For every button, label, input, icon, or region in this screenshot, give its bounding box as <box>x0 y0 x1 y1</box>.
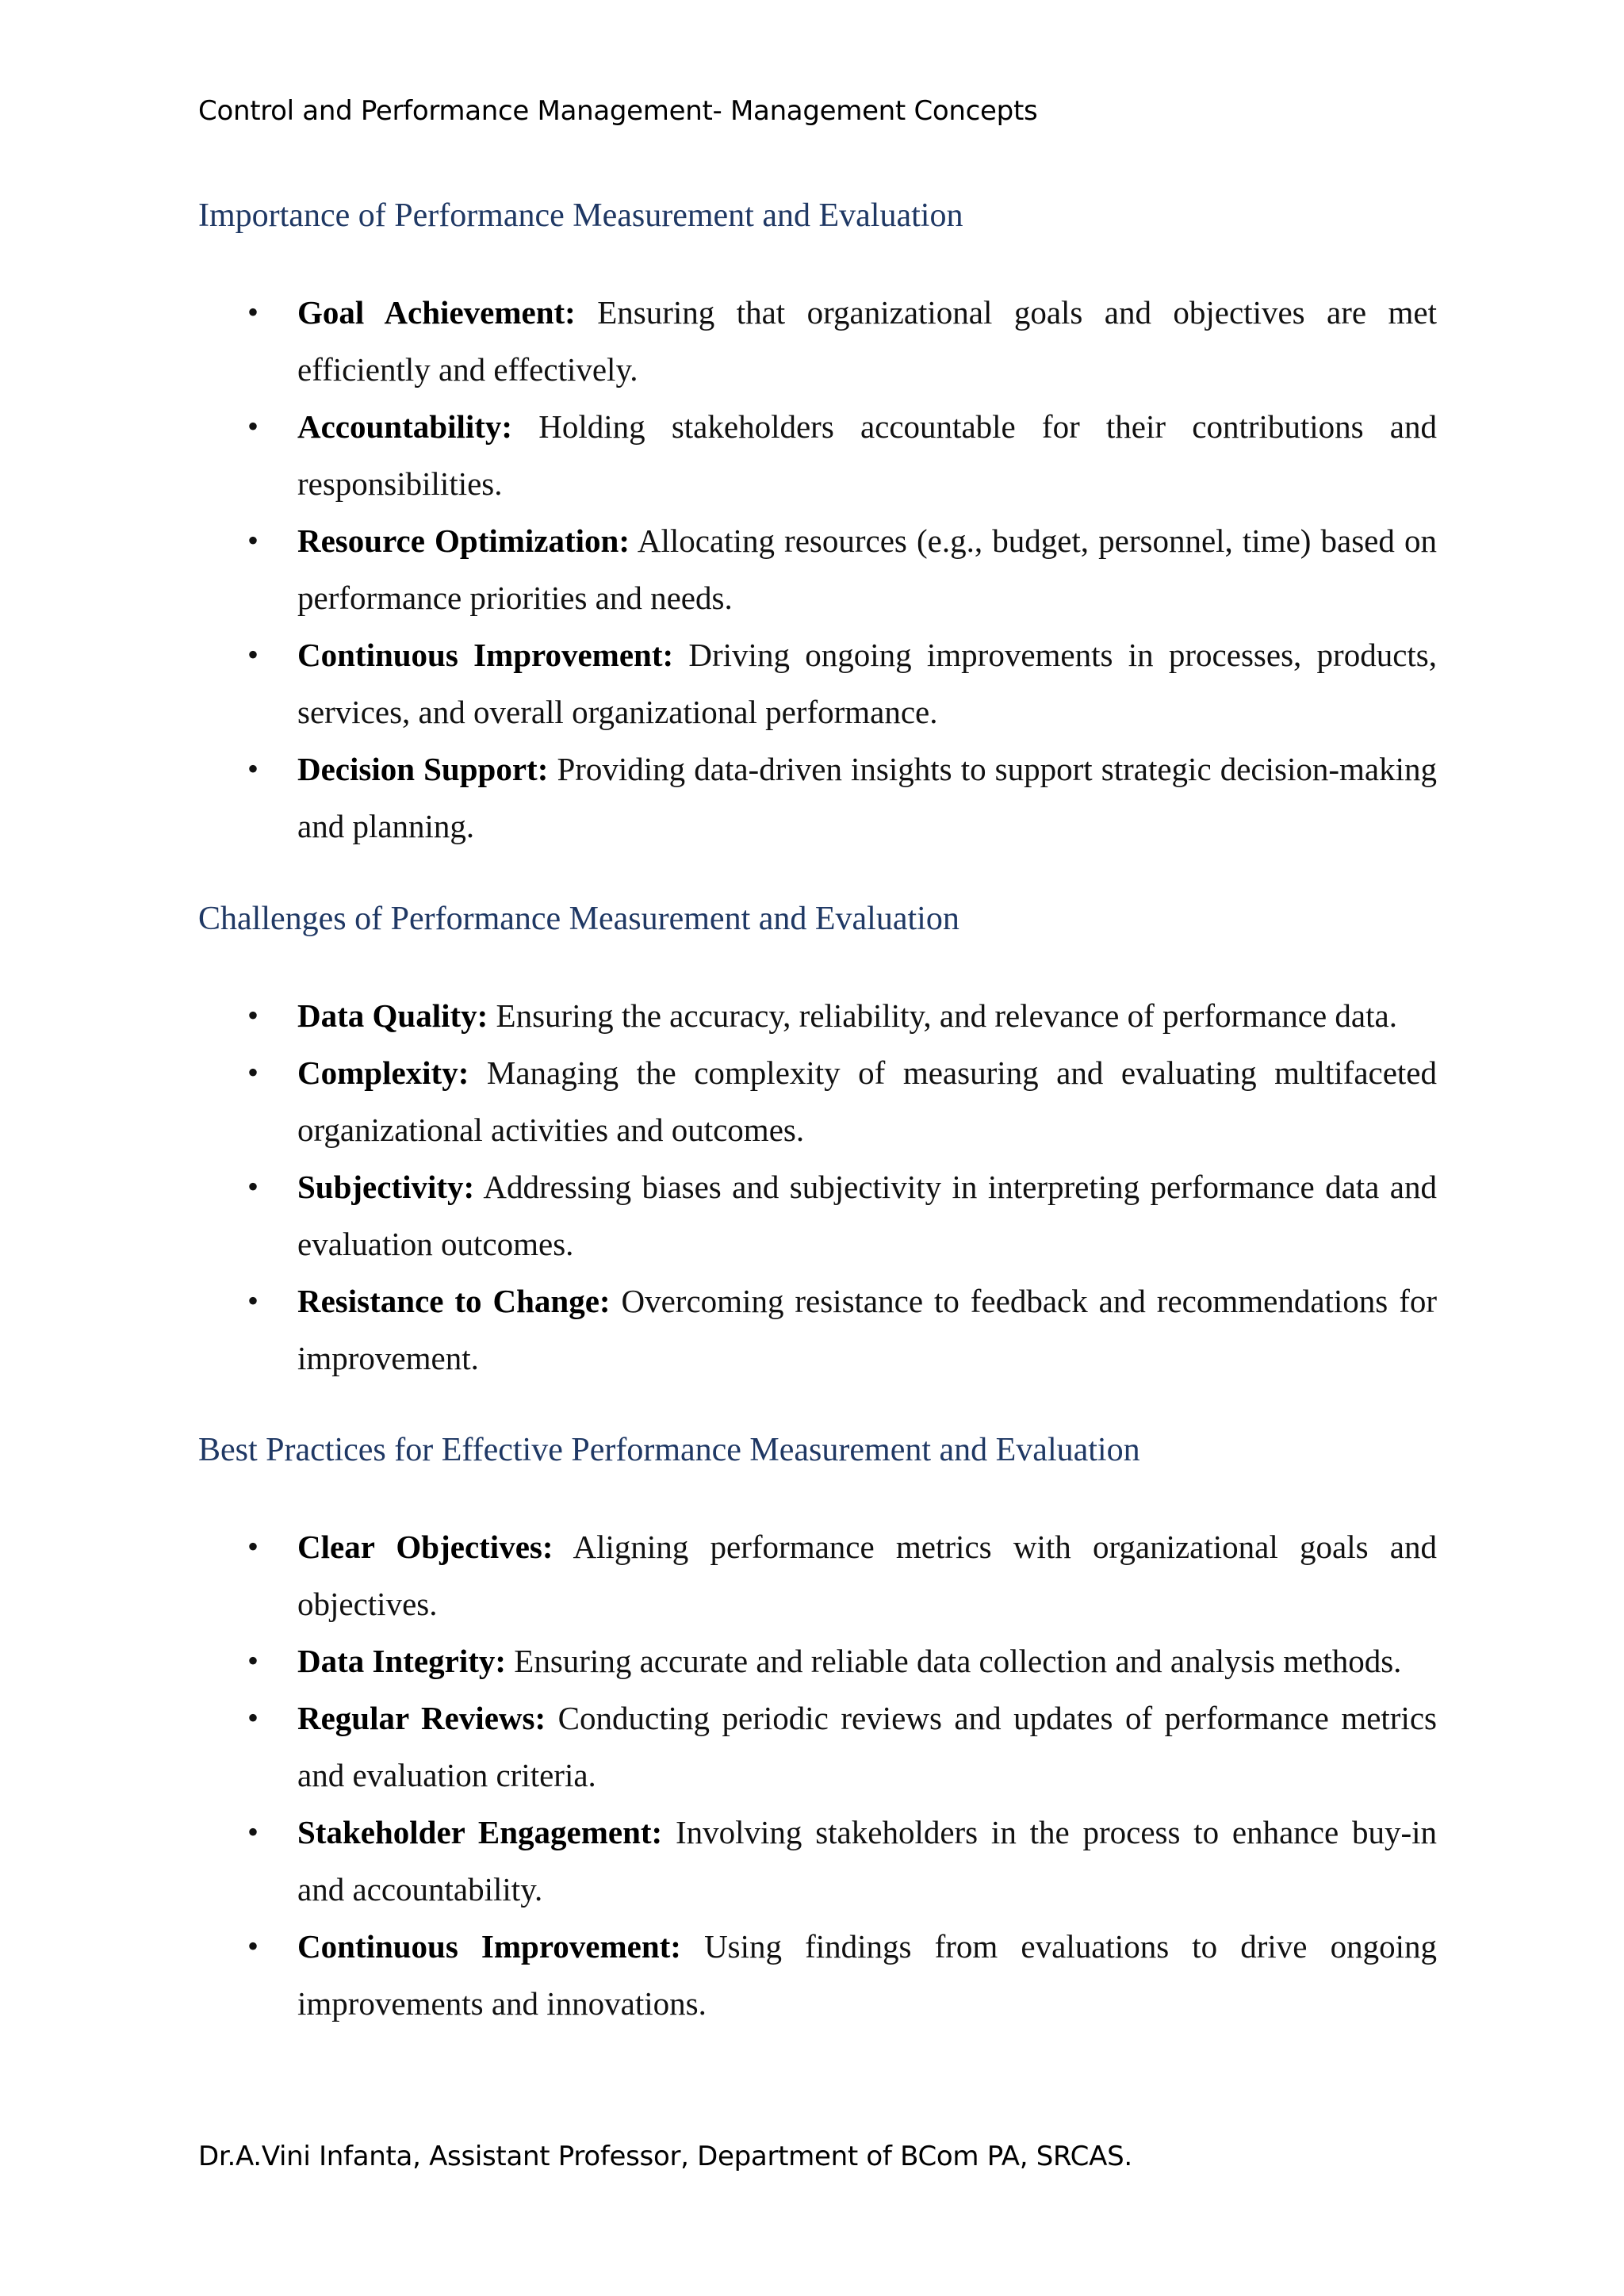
item-term: Resistance to Change: <box>297 1283 611 1319</box>
list-item <box>198 1158 1437 1272</box>
bullet-icon: • <box>247 1529 259 1564</box>
challenges-list <box>198 987 1437 1387</box>
item-text: Holding stakeholders accountable for their contributions and responsibilities. <box>297 408 1437 502</box>
list-item <box>198 987 1437 1044</box>
item-term: Resource Optimization: <box>297 522 630 559</box>
item-term: Stakeholder Engagement: <box>297 1814 663 1850</box>
page-header: Control and Performance Management- Management Concepts <box>198 95 1038 127</box>
list-item <box>198 1518 1437 1632</box>
item-text: Ensuring that organizational goals and objectives are met efficiently and effectively. <box>297 294 1438 388</box>
item-term: Continuous Improvement: <box>297 637 674 673</box>
list-item <box>198 1804 1437 1918</box>
item-text: Overcoming resistance to feedback and recommendations for improvement. <box>297 1283 1437 1376</box>
list-item <box>198 1918 1437 2032</box>
bullet-icon: • <box>247 1169 259 1204</box>
list-item <box>198 740 1437 855</box>
list-item <box>198 1044 1437 1158</box>
bullet-icon: • <box>247 408 259 444</box>
list-item <box>198 284 1437 398</box>
list-item <box>198 1632 1437 1689</box>
bullet-icon: • <box>247 1700 259 1735</box>
item-text: Addressing biases and subjectivity in interpreting performance data and evaluation outcomes. <box>297 1169 1437 1262</box>
item-text: Using findings from evaluations to drive ongoing improvements and innovations. <box>297 1928 1437 2022</box>
section-heading-challenges: Challenges of Performance Measurement and Evaluation <box>198 901 959 937</box>
best-practices-list <box>198 1518 1437 2032</box>
list-item <box>198 626 1437 740</box>
bullet-icon: • <box>247 294 259 330</box>
bullet-icon: • <box>247 751 259 786</box>
item-term: Goal Achievement: <box>297 294 576 331</box>
item-text: Providing data-driven insights to support strategic decision-making and planning. <box>297 751 1437 844</box>
bullet-icon: • <box>247 522 259 558</box>
item-term: Continuous Improvement: <box>297 1928 681 1965</box>
item-text: Allocating resources (e.g., budget, personnel, time) based on performance priorities and needs. <box>297 522 1437 616</box>
item-term: Accountability: <box>297 408 513 445</box>
item-term: Subjectivity: <box>297 1169 475 1205</box>
item-text: Managing the complexity of measuring and evaluating multifaceted organizational activities and outcomes. <box>297 1054 1437 1148</box>
section-heading-importance: Importance of Performance Measurement and Evaluation <box>198 197 963 234</box>
list-item <box>198 1272 1437 1387</box>
item-text: Ensuring accurate and reliable data collection and analysis methods. <box>514 1643 1402 1679</box>
item-term: Decision Support: <box>297 751 549 787</box>
item-term: Regular Reviews: <box>297 1700 546 1736</box>
bullet-icon: • <box>247 1814 259 1850</box>
importance-list <box>198 284 1437 855</box>
bullet-icon: • <box>247 1643 259 1678</box>
bullet-icon: • <box>247 997 259 1033</box>
item-text: Aligning performance metrics with organizational goals and objectives. <box>297 1529 1437 1622</box>
bullet-icon: • <box>247 1283 259 1318</box>
page-footer: Dr.A.Vini Infanta, Assistant Professor, Department of BCom PA, SRCAS. <box>198 2141 1132 2172</box>
item-term: Clear Objectives: <box>297 1529 553 1565</box>
bullet-icon: • <box>247 1054 259 1090</box>
item-term: Data Quality: <box>297 997 488 1034</box>
section-heading-best-practices: Best Practices for Effective Performance Measurement and Evaluation <box>198 1432 1140 1468</box>
bullet-icon: • <box>247 637 259 672</box>
list-item <box>198 512 1437 626</box>
bullet-icon: • <box>247 1928 259 1964</box>
item-text: Conducting periodic reviews and updates of performance metrics and evaluation criteria. <box>297 1700 1437 1793</box>
list-item <box>198 1689 1437 1804</box>
item-term: Data Integrity: <box>297 1643 507 1679</box>
item-text: Driving ongoing improvements in processes, products, services, and overall organizational performance. <box>297 637 1437 730</box>
item-text: Ensuring the accuracy, reliability, and relevance of performance data. <box>496 997 1397 1034</box>
list-item <box>198 398 1437 512</box>
item-text: Involving stakeholders in the process to enhance buy-in and accountability. <box>297 1814 1437 1908</box>
item-term: Complexity: <box>297 1054 469 1091</box>
